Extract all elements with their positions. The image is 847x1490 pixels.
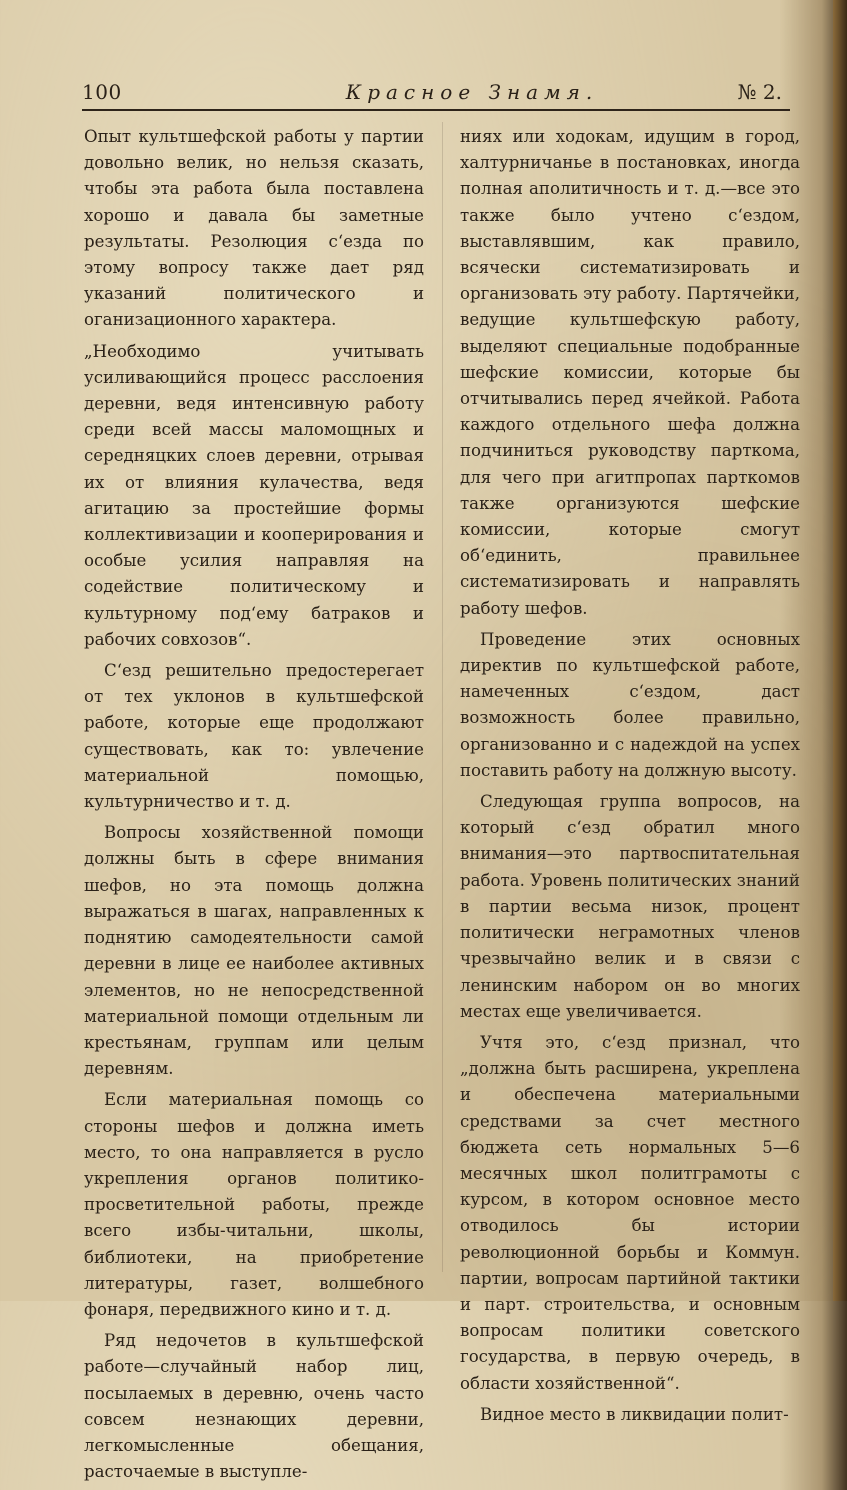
paragraph: Проведение этих основных директив по культшефской работе, намеченных с‘ездом, даст возможность более правильно, организованно и с надеждой на успех поставить работу на должную высоту. [460,629,800,780]
issue-number: № 2. [737,80,782,104]
paragraph: Ряд недочетов в культшефской работе—случайный набор лиц, посылаемых в деревню, очень часто совсем незнающих деревни, легкомысленные обещания, расточаемые в выступле- [84,1331,424,1482]
right-column [460,124,800,1433]
paragraph: „Необходимо учитывать усиливающийся процесс расслоения деревни, ведя интенсивную работу среди всей массы маломощных и середняцких слоев деревни, отрывая их от влияния кулачества, ведя агитацию за простейшие формы коллективизации и кооперирования и особые усилия направляя на содействие политическому и культурному под‘ему батраков и рабочих совхозов“. [84,341,424,649]
header-rule [82,109,790,111]
left-column [84,124,424,1490]
paragraph: ниях или ходокам, идущим в город, халтурничанье в постановках, иногда полная аполитичность и т. д.—все это также было учтено с‘ездом, выставлявшим, как правило, всячески систематизировать и организовать эту работу. Партячейки, ведущие культшефскую работу, выделяют специальные подобранные шефские комиссии, которые бы отчитывались перед ячейкой. Работа каждого отдельного шефа должна подчиниться руководству парткома, для чего при агитпропах парткомов также организуются шефские комиссии, которые смогут об‘единить, правильнее систематизировать и направлять работу шефов. [460,127,800,618]
page-number: 100 [82,80,122,104]
paragraph: Видное место в ликвидации полит- [480,1404,789,1424]
paragraph: С‘езд решительно предостерегает от тех уклонов в культшефской работе, которые еще продолжают существовать, как то: увлечение материальной помощью, культурничество и т. д. [84,661,424,812]
paragraph: Опыт культшефской работы у партии довольно велик, но нельзя сказать, чтобы эта работа была поставлена хорошо и давала бы заметные результаты. Резолюция с‘езда по этому вопросу также дает ряд указаний политического и оганизационного характера. [84,127,424,330]
page-edge [833,0,847,1301]
paragraph: Вопросы хозяйственной помощи должны быть в сфере внимания шефов, но эта помощь должна выражаться в шагах, направленных к поднятию самодеятельности самой деревни в лице ее наиболее активных элементов, но не непосредственной материальной помощи отдельным ли крестьянам, группам или целым деревням. [84,823,424,1079]
paragraph: Следующая группа вопросов, на который с‘езд обратил много внимания—это партвоспитательная работа. Уровень политических знаний в партии весьма низок, процент политически неграмотных членов чрезвычайно велик и в связи с ленинским набором он во многих местах еще увеличивается. [460,792,800,1021]
column-divider [442,122,443,1272]
journal-title: Красное Знамя. [345,80,599,104]
running-header [82,78,792,112]
paragraph: Если материальная помощь со стороны шефов и должна иметь место, то она направляется в русло укрепления органов политико-просветительной работы, прежде всего избы-читальни, школы, библиотеки, на приобретение литературы, газет, волшебного фонаря, передвижного кино и т. д. [84,1090,424,1319]
paragraph: Учтя это, с‘езд признал, что „должна быть расширена, укреплена и обеспечена материальными средствами за счет местного бюджета сеть нормальных 5—6 месячных школ политграмоты с курсом, в котором основное место отводилось бы истории революционной борьбы и Коммун. партии, вопросам партийной тактики и парт. строительства, и основным вопросам политики советского государства, в первую очередь, в области хозяйственной“. [460,1032,800,1393]
